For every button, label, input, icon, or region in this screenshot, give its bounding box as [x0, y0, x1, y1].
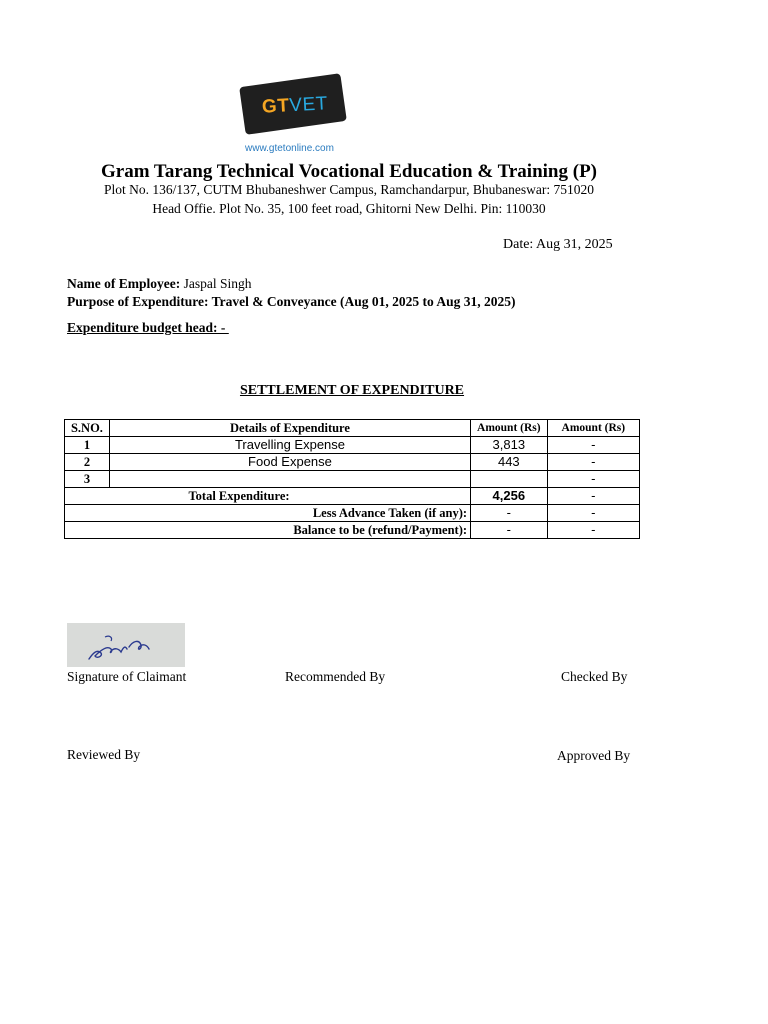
- header-amount-1: Amount (Rs): [471, 420, 548, 437]
- claimant-signature-label: Signature of Claimant: [67, 669, 187, 684]
- signature-scribble: [67, 623, 185, 667]
- balance-row: [65, 522, 640, 539]
- employee-name-value: Jaspal Singh: [180, 276, 252, 291]
- header-amount-2: Amount (Rs): [547, 420, 639, 437]
- table-row: [65, 454, 640, 471]
- document-date: Date: Aug 31, 2025: [503, 237, 613, 252]
- expenditure-table: [64, 419, 640, 539]
- section-title: SETTLEMENT OF EXPENDITURE: [239, 383, 465, 398]
- address-line-1: Plot No. 136/137, CUTM Bhubaneshwer Campus, Ramchandarpur, Bhubaneswar: 751020: [104, 182, 594, 197]
- table-header-row: [65, 420, 640, 437]
- logo-url: www.gtetonline.com: [245, 143, 334, 154]
- row-sno: 1: [65, 437, 110, 454]
- header-sno: S.NO.: [65, 420, 110, 437]
- checked-by-label: Checked By: [561, 669, 628, 684]
- logo-brand-vet: VET: [288, 93, 329, 117]
- employee-name-row: [67, 276, 252, 292]
- row-amount-2: -: [547, 437, 639, 454]
- purpose-row: [67, 294, 516, 310]
- organization-name: Gram Tarang Technical Vocational Education & Training (P): [100, 161, 597, 182]
- total-amount-2: -: [547, 488, 639, 505]
- logo-brand: [261, 93, 328, 118]
- employee-name-label: Name of Employee:: [67, 276, 181, 291]
- advance-row: [65, 505, 640, 522]
- reviewed-by-label: Reviewed By: [67, 747, 141, 762]
- advance-amount-2: -: [547, 505, 639, 522]
- logo-brand-gt: GT: [261, 95, 290, 118]
- row-amount-1: [471, 471, 548, 488]
- total-amount-1: 4,256: [471, 488, 548, 505]
- balance-amount-1: -: [471, 522, 548, 539]
- row-amount-2: -: [547, 471, 639, 488]
- row-amount-2: -: [547, 454, 639, 471]
- advance-amount-1: -: [471, 505, 548, 522]
- claimant-signature-image: [67, 623, 185, 667]
- budget-head: Expenditure budget head: -: [67, 320, 229, 335]
- advance-label: Less Advance Taken (if any):: [65, 505, 471, 522]
- header-details: Details of Expenditure: [109, 420, 470, 437]
- address-line-2: Head Offie. Plot No. 35, 100 feet road, Ghitorni New Delhi. Pin: 110030: [152, 201, 546, 216]
- row-sno: 3: [65, 471, 110, 488]
- company-logo: [238, 74, 350, 158]
- total-row: [65, 488, 640, 505]
- row-details: [109, 471, 470, 488]
- row-details: Travelling Expense: [109, 437, 470, 454]
- recommended-by-label: Recommended By: [285, 669, 386, 684]
- row-amount-1: 443: [471, 454, 548, 471]
- approved-by-label: Approved By: [557, 748, 631, 763]
- row-sno: 2: [65, 454, 110, 471]
- total-label: Total Expenditure:: [65, 488, 471, 505]
- purpose-label: Purpose of Expenditure:: [67, 294, 209, 309]
- table-row: [65, 437, 640, 454]
- purpose-value: Travel & Conveyance (Aug 01, 2025 to Aug 31, 2025): [208, 294, 516, 309]
- row-details: Food Expense: [109, 454, 470, 471]
- balance-label: Balance to be (refund/Payment):: [65, 522, 471, 539]
- balance-amount-2: -: [547, 522, 639, 539]
- row-amount-1: 3,813: [471, 437, 548, 454]
- table-row: [65, 471, 640, 488]
